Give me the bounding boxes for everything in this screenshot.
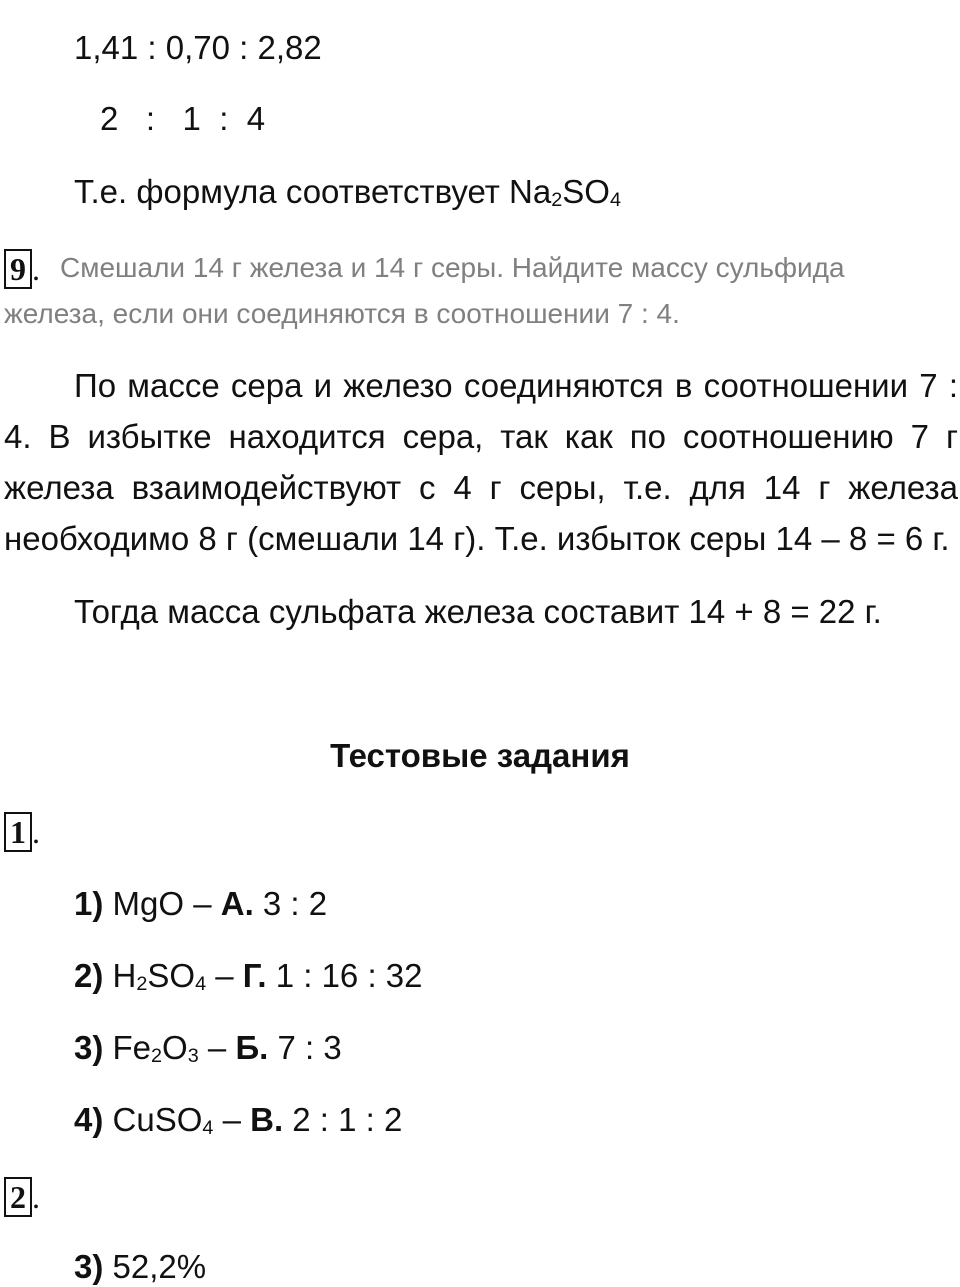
ratio-line-decimal: 1,41 : 0,70 : 2,82 [74, 29, 322, 66]
test-1-answer-1 [74, 884, 327, 924]
formula: Fe [112, 1029, 152, 1066]
formula-subscript: 2 [136, 972, 148, 995]
answer-number: 2) [74, 957, 104, 994]
formula: CuSO [112, 1101, 203, 1138]
test-1-marker [4, 812, 40, 852]
ratio: 1 : 16 : 32 [266, 957, 423, 994]
dash: – [213, 1101, 251, 1138]
formula-subscript: 2 [551, 188, 563, 211]
task-9-answer-paragraph: По массе сера и железо соединяются в соотношении 7 : 4. В избытке находится сера, так как по соотношению 7 г железа взаимодействуют с 4 г серы, т.е. для 14 г железа необходимо 8 г (смешали 14 г). Т.е. избыток серы 14 – 8 = 6 г. [4, 367, 958, 557]
formula: O [162, 1029, 188, 1066]
answer-number: 3) [74, 1029, 104, 1066]
formula-subscript: 4 [195, 972, 207, 995]
task-9-answer-conclusion: Тогда масса сульфата железа составит 14 + 8 = 22 г. [74, 593, 882, 630]
answer-letter: Б. [235, 1029, 269, 1066]
formula: H [112, 957, 137, 994]
formula-sentence [74, 172, 621, 220]
formula-mid: SO [562, 173, 610, 210]
task-9-marker [4, 249, 40, 289]
formula-subscript: 2 [151, 1044, 163, 1067]
task-number-dot: . [32, 814, 40, 850]
formula: SO [147, 957, 196, 994]
test-2-answer [74, 1247, 206, 1287]
task-number-box: 2 [4, 1177, 32, 1217]
answer-letter: А. [220, 885, 254, 922]
dash: – [184, 885, 221, 922]
dash: – [198, 1029, 236, 1066]
answer-letter: В. [250, 1101, 284, 1138]
answer-number: 4) [74, 1101, 104, 1138]
task-number-dot: . [32, 251, 40, 287]
test-1-answer-3 [74, 1028, 342, 1076]
formula-subscript: 4 [202, 1116, 214, 1139]
test-1-answer-2 [74, 956, 423, 1004]
formula-subscript: 3 [187, 1044, 199, 1067]
task-9-question-line-2: железа, если они соединяются в соотношении 7 : 4. [4, 298, 680, 329]
test-1-answer-4 [74, 1100, 402, 1148]
ratio: 2 : 1 : 2 [283, 1101, 403, 1138]
task-number-box: 1 [4, 812, 32, 852]
task-number-box: 9 [4, 249, 32, 289]
formula: MgO [112, 885, 185, 922]
dash: – [206, 957, 243, 994]
formula-subscript: 4 [609, 188, 621, 211]
section-heading: Тестовые задания [330, 737, 630, 774]
task-9-question-line-1: Смешали 14 г железа и 14 г серы. Найдите массу сульфида [60, 252, 845, 283]
answer-value: 52,2% [103, 1248, 207, 1285]
ratio: 7 : 3 [268, 1029, 342, 1066]
ratio-line-integer: 2 : 1 : 4 [100, 100, 266, 137]
answer-letter: Г. [242, 957, 267, 994]
formula-prefix: Т.е. формула соответствует Na [74, 173, 552, 210]
ratio: 3 : 2 [253, 885, 328, 922]
test-2-marker [4, 1177, 40, 1217]
answer-number: 3) [74, 1248, 104, 1285]
task-number-dot: . [32, 1179, 40, 1215]
answer-number: 1) [74, 885, 104, 922]
